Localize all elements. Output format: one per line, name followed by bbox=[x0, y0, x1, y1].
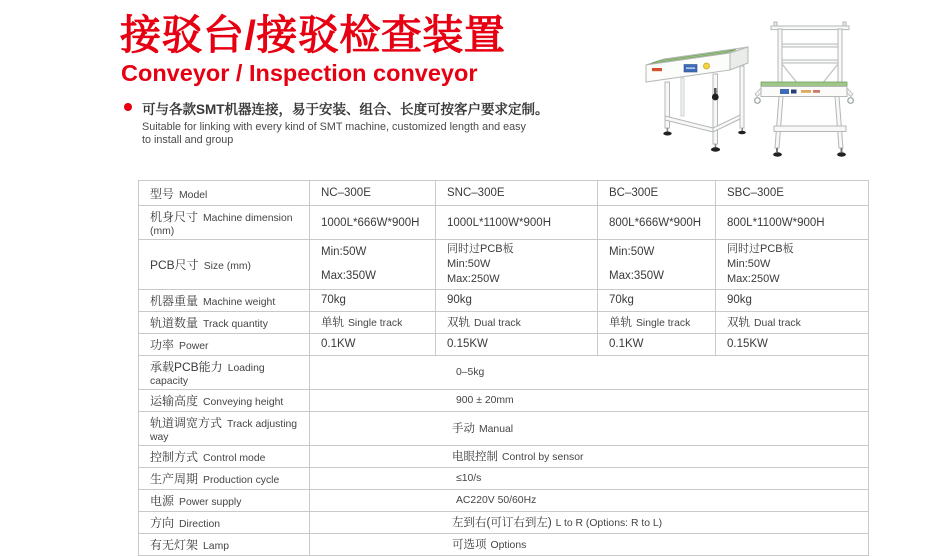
model-cell-sbc300e: SBC–300E bbox=[716, 181, 869, 206]
loading-capacity-value bbox=[310, 355, 869, 389]
row-label-power bbox=[139, 333, 310, 355]
track-cell bbox=[598, 311, 716, 333]
row-label-machine-dimension bbox=[139, 206, 310, 240]
dimension-cell: 800L*1100W*900H bbox=[716, 206, 869, 240]
label-en: Lamp bbox=[203, 540, 230, 552]
pcb-line: Min:50W bbox=[321, 246, 367, 259]
light-rack-left-post bbox=[778, 29, 782, 87]
table-row-pcb-size bbox=[139, 240, 869, 290]
table-row-track-adjusting bbox=[139, 411, 869, 445]
value-en: Single track bbox=[636, 318, 691, 330]
pcb-line: 同时过PCB板 bbox=[447, 243, 514, 255]
pcb-line: Min:50W bbox=[447, 257, 491, 270]
row-label-power-supply bbox=[139, 489, 310, 511]
bullet-dot-icon bbox=[124, 103, 132, 111]
label-zh: 轨道调宽方式 bbox=[150, 415, 223, 430]
pcb-size-cell bbox=[598, 240, 716, 290]
power-cell: 0.1KW bbox=[310, 333, 436, 355]
power-supply-value bbox=[310, 489, 869, 511]
value-en: Options bbox=[490, 540, 527, 552]
dimension-cell: 1000L*666W*900H bbox=[310, 206, 436, 240]
table-row-control-mode bbox=[139, 445, 869, 467]
power-cell: 0.15KW bbox=[716, 333, 869, 355]
page-subtitle: Conveyor / Inspection conveyor bbox=[121, 60, 478, 86]
conveying-height-value bbox=[310, 389, 869, 411]
label-en: Track quantity bbox=[203, 318, 268, 330]
row-label-conveying-height bbox=[139, 389, 310, 411]
label-en: Model bbox=[179, 189, 208, 201]
table-row-conveying-height bbox=[139, 389, 869, 411]
label-en: Power bbox=[179, 340, 209, 352]
value-en: Manual bbox=[479, 424, 514, 436]
table-row-loading-capacity bbox=[139, 355, 869, 389]
track-adjusting-value bbox=[310, 411, 869, 445]
table-row-power-supply bbox=[139, 489, 869, 511]
label-en: Direction bbox=[179, 518, 221, 530]
value-zh: 可选项 bbox=[452, 539, 487, 552]
weight-cell: 70kg bbox=[598, 289, 716, 311]
row-label-pcb-size bbox=[139, 240, 310, 290]
label-en: Conveying height bbox=[203, 396, 284, 408]
value-en: 0–5kg bbox=[456, 367, 485, 379]
label-zh: 承载PCB能力 bbox=[150, 359, 223, 374]
table-row-lamp bbox=[139, 533, 869, 555]
dimension-cell: 1000L*1100W*900H bbox=[436, 206, 598, 240]
power-cell: 0.15KW bbox=[436, 333, 598, 355]
label-en: Production cycle bbox=[203, 474, 280, 486]
label-zh: 机身尺寸 bbox=[150, 210, 199, 224]
dimension-cell: 800L*666W*900H bbox=[598, 206, 716, 240]
lower-shelf bbox=[774, 126, 846, 132]
label-zh: 轨道数量 bbox=[150, 315, 199, 330]
back-leg bbox=[681, 78, 684, 116]
row-label-control-mode bbox=[139, 445, 310, 467]
label-en: Loading capacity bbox=[150, 362, 265, 387]
value-zh: 双轨 bbox=[447, 317, 470, 330]
label-zh: 方向 bbox=[150, 515, 175, 530]
feature-text-en-line1: Suitable for linking with every kind of SMT machine, customized length and easy bbox=[142, 121, 526, 133]
track-cell bbox=[716, 311, 869, 333]
value-zh: 单轨 bbox=[321, 317, 344, 330]
value-en: Dual track bbox=[754, 318, 801, 330]
lamp-value bbox=[310, 533, 869, 555]
feature-text-en bbox=[142, 121, 549, 147]
weight-cell: 90kg bbox=[716, 289, 869, 311]
value-en: Single track bbox=[348, 318, 403, 330]
inspection-belt bbox=[761, 82, 847, 87]
label-zh: 功率 bbox=[150, 337, 175, 352]
value-zh: 左到右(可订右到左) bbox=[452, 517, 552, 530]
label-en: Track adjusting way bbox=[150, 418, 298, 443]
row-label-production-cycle bbox=[139, 467, 310, 489]
pcb-line: Max:250W bbox=[447, 272, 500, 285]
label-en: Size (mm) bbox=[203, 260, 252, 272]
feature-text-zh: 可与各款SMT机器连接，易于安装、组合、长度可按客户要求定制。 bbox=[142, 102, 549, 117]
weight-cell: 90kg bbox=[436, 289, 598, 311]
label-en: Power supply bbox=[179, 496, 242, 508]
pcb-size-cell bbox=[436, 240, 598, 290]
label-zh: 型号 bbox=[150, 186, 175, 201]
pcb-line: Max:350W bbox=[321, 270, 376, 283]
pcb-line: Max:350W bbox=[609, 270, 664, 283]
inspection-conveyor-machine-image bbox=[754, 20, 854, 162]
value-en: 900 ± 20mm bbox=[456, 395, 514, 407]
side-ring-right bbox=[848, 98, 854, 104]
model-cell-nc300e: NC–300E bbox=[310, 181, 436, 206]
power-button bbox=[704, 63, 710, 69]
power-cell: 0.1KW bbox=[598, 333, 716, 355]
row-label-track-quantity bbox=[139, 311, 310, 333]
pcb-size-cell bbox=[716, 240, 869, 290]
page-title: 接驳台/接驳检查装置 bbox=[120, 12, 506, 58]
weight-cell: 70kg bbox=[310, 289, 436, 311]
pcb-line: Max:250W bbox=[727, 272, 780, 285]
model-cell-snc300e: SNC–300E bbox=[436, 181, 598, 206]
production-cycle-value bbox=[310, 467, 869, 489]
row-label-machine-weight bbox=[139, 289, 310, 311]
table-row-production-cycle bbox=[139, 467, 869, 489]
value-en: Dual track bbox=[474, 318, 521, 330]
value-en: Control by sensor bbox=[502, 452, 584, 464]
table-row-machine-dimension bbox=[139, 206, 869, 240]
row-label-loading-capacity bbox=[139, 355, 310, 389]
track-cell bbox=[436, 311, 598, 333]
feature-text-en-line2: to install and group bbox=[142, 134, 234, 147]
pcb-line: Min:50W bbox=[609, 246, 655, 259]
label-zh: PCB尺寸 bbox=[150, 257, 199, 272]
feature-bullet bbox=[124, 98, 549, 147]
value-en: L to R (Options: R to L) bbox=[555, 518, 663, 530]
label-zh: 生产周期 bbox=[150, 471, 199, 486]
brand-logo-mark bbox=[652, 68, 662, 71]
direction-value bbox=[310, 511, 869, 533]
label-zh: 机器重量 bbox=[150, 293, 199, 308]
conveyor-machine-image bbox=[644, 36, 752, 154]
label-zh: 有无灯架 bbox=[150, 537, 199, 552]
table-row-power bbox=[139, 333, 869, 355]
value-en: ≤10/s bbox=[456, 473, 482, 485]
table-row-model bbox=[139, 181, 869, 206]
pcb-line: 同时过PCB板 bbox=[727, 243, 794, 255]
label-zh: 运输高度 bbox=[150, 393, 199, 408]
value-zh: 手动 bbox=[452, 423, 475, 436]
label-en: Machine dimension (mm) bbox=[150, 213, 293, 237]
control-mode-value bbox=[310, 445, 869, 467]
light-rack-right-post bbox=[838, 29, 842, 87]
value-zh: 电眼控制 bbox=[452, 451, 498, 464]
value-zh: 单轨 bbox=[609, 317, 632, 330]
row-label-lamp bbox=[139, 533, 310, 555]
control-display bbox=[780, 89, 789, 94]
label-en: Machine weight bbox=[203, 296, 276, 308]
label-zh: 电源 bbox=[150, 493, 175, 508]
light-rack-top-bar bbox=[771, 26, 849, 30]
side-ring-left bbox=[755, 98, 761, 104]
label-zh: 控制方式 bbox=[150, 449, 199, 464]
pcb-size-cell bbox=[310, 240, 436, 290]
track-cell bbox=[310, 311, 436, 333]
value-zh: 双轨 bbox=[727, 317, 750, 330]
spec-table bbox=[138, 180, 869, 556]
row-label-track-adjusting bbox=[139, 411, 310, 445]
model-cell-bc300e: BC–300E bbox=[598, 181, 716, 206]
row-label-direction bbox=[139, 511, 310, 533]
row-label-model bbox=[139, 181, 310, 206]
table-row-machine-weight bbox=[139, 289, 869, 311]
pcb-line: Min:50W bbox=[727, 257, 771, 270]
table-row-direction bbox=[139, 511, 869, 533]
width-adjust-knob bbox=[712, 94, 719, 101]
table-row-track-quantity bbox=[139, 311, 869, 333]
value-en: AC220V 50/60Hz bbox=[456, 495, 537, 507]
label-en: Control mode bbox=[203, 452, 266, 464]
